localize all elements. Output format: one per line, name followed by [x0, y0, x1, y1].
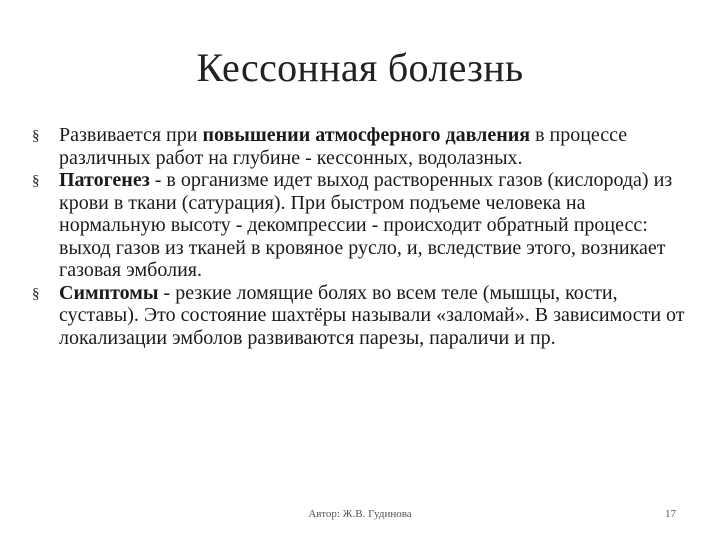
bullet-marker-icon: §	[32, 128, 40, 144]
bullet-list	[32, 124, 692, 349]
bullet-text-bold: повышении атмосферного давления	[202, 124, 531, 146]
bullet-text-bold: Симптомы	[59, 281, 159, 304]
bullet-item	[32, 282, 692, 350]
footer-author: Автор: Ж.В. Гудинова	[308, 508, 412, 520]
bullet-text-rest: - в организме идет выход растворенных газов (кислорода) из крови в ткани (сатурация). При быстром подъеме человека на нормальную высоту - декомпрессии - происходит обратный процесс: выход газов из тканей в кровяное русло, и, вследствие этого, возникает газовая эмболия.	[59, 169, 673, 281]
bullet-item	[32, 169, 692, 282]
bullet-text-intro: Развивается при	[59, 124, 203, 146]
bullet-marker-icon: §	[32, 285, 40, 302]
bullet-text-rest: в процессе различных работ на глубине - кессонных, водолазных.	[59, 124, 628, 169]
page-number: 17	[665, 508, 676, 520]
bullet-item	[32, 124, 692, 169]
slide-title: Кессонная болезнь	[196, 45, 524, 90]
bullet-marker-icon: §	[32, 173, 40, 189]
bullet-text-rest: - резкие ломящие болях во всем теле (мышцы, кости, суставы). Это состояние шахтёры называли «заломай». В зависимости от локализации эмболов развиваются парезы, параличи и пр.	[59, 281, 685, 349]
bullet-text-bold: Патогенез	[59, 169, 150, 191]
